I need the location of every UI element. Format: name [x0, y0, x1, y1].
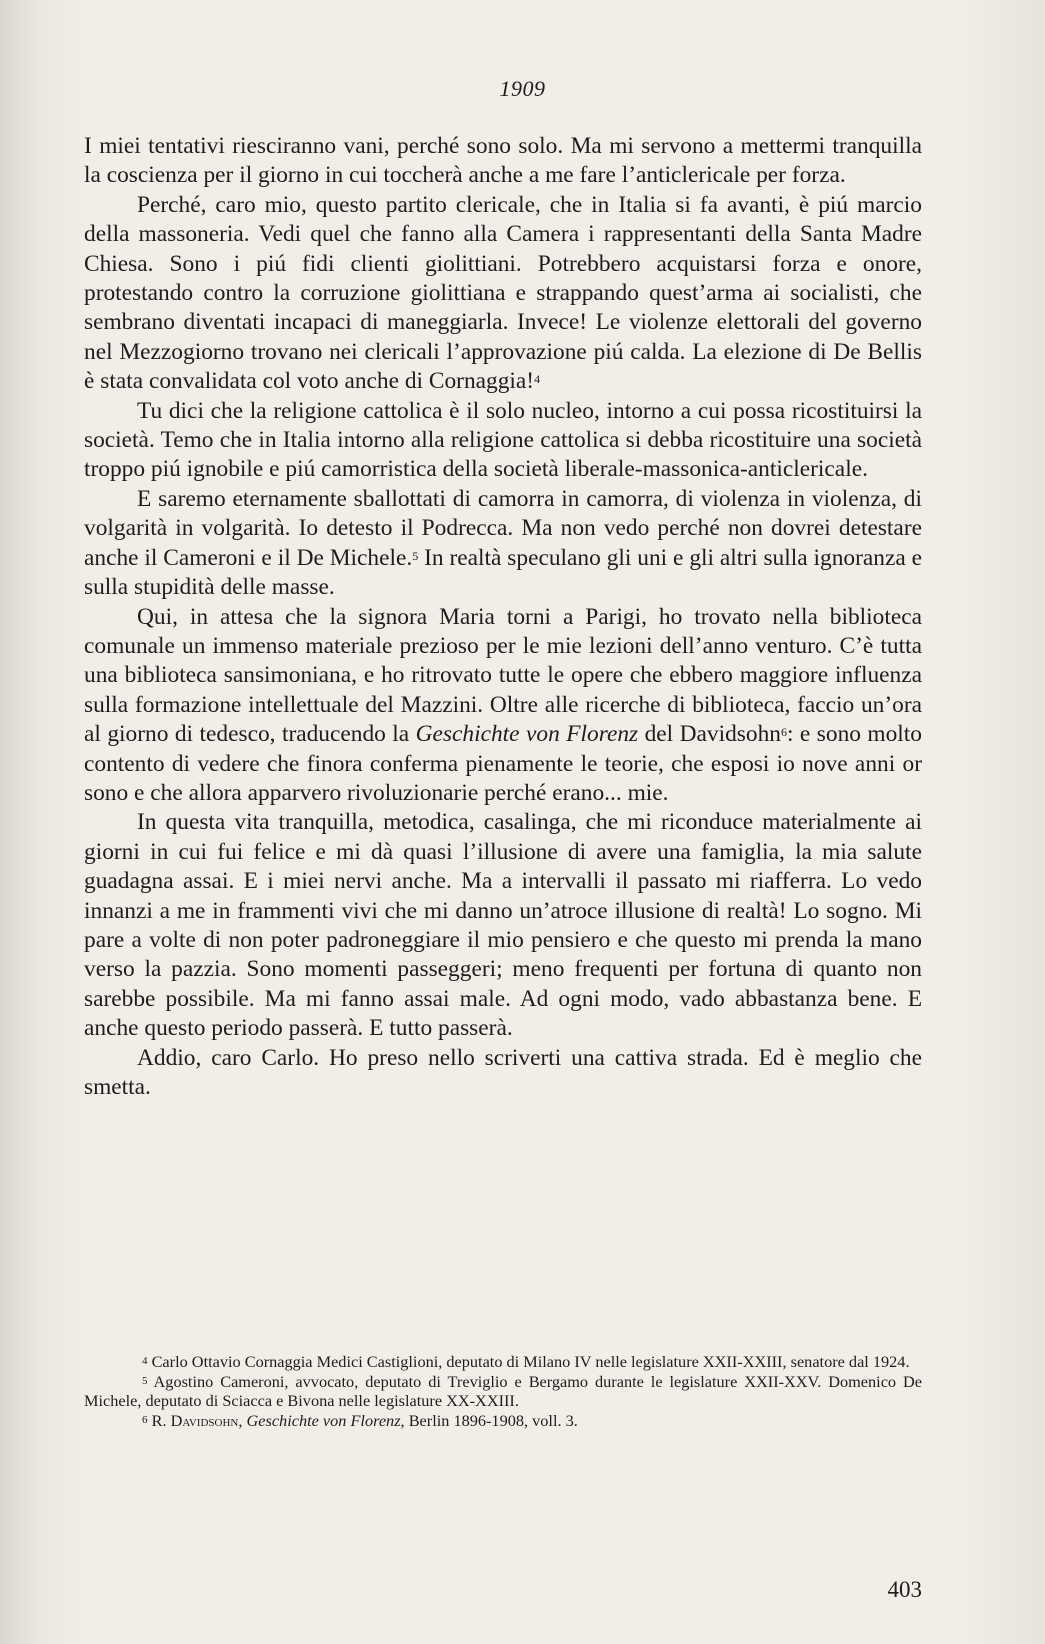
- page-number: 403: [887, 1577, 922, 1602]
- letter-body: [84, 132, 922, 1102]
- paragraph-7: Addio, caro Carlo. Ho preso nello scriverti una cattiva strada. Ed è meglio che smetta.: [84, 1044, 922, 1100]
- footnote-5-mark: 5: [142, 1374, 148, 1387]
- footnote-6-mark: 6: [142, 1413, 148, 1426]
- running-header-year: 1909: [499, 76, 546, 101]
- footnote-6-author: R. Davidsohn: [151, 1410, 239, 1430]
- book-title-italic: Geschichte von Florenz: [415, 721, 639, 748]
- footnote-4-mark: 4: [142, 1355, 148, 1367]
- footnote-ref-5: 5: [412, 548, 419, 563]
- footnotes: [84, 1352, 922, 1430]
- footnote-ref-4: 4: [534, 372, 541, 387]
- footnote-ref-6: 6: [780, 725, 787, 740]
- footnote-6-sep: ,: [238, 1410, 247, 1430]
- footnote-5: [84, 1372, 922, 1411]
- paragraph-4-text-b: In realtà speculano gli uni e gli altri sulla ignoranza e sulla stupidità delle masse.: [84, 544, 922, 601]
- paragraph-1: I miei tentativi riesciranno vani, perché sono solo. Ma mi servono a mettermi tranquilla la coscienza per il giorno in cui toccherà anche a me fare l’anticlericale per forza.: [84, 133, 922, 189]
- paragraph-5-text-c: : e sono molto contento di vedere che finora conferma pienamente le teorie, che esposi io nove anni or sono e che allora apparvero rivoluzionarie perché erano... mie.: [84, 721, 922, 806]
- paragraph-5: [84, 603, 922, 809]
- footnote-6-rest: , Berlin 1896-1908, voll. 3.: [400, 1410, 578, 1430]
- paragraph-5-text-b: del Davidsohn: [638, 721, 781, 748]
- paragraph-4: [84, 485, 922, 603]
- footnote-6: [84, 1411, 922, 1431]
- footnote-4-text: Carlo Ottavio Cornaggia Medici Castiglioni, deputato di Milano IV nelle legislature XXII-XXIII, senatore dal 1924.: [147, 1352, 910, 1371]
- paragraph-4-text-a: E saremo eternamente sballottati di camorra in camorra, di violenza in violenza, di volgarità in volgarità. Io detesto il Podrecca. Ma non vedo perché non dovrei detestare anche il Cameroni e il De Michele.: [84, 485, 922, 571]
- paragraph-2: [84, 191, 922, 397]
- footnote-4: [84, 1352, 922, 1372]
- footnote-6-title: Geschichte von Florenz: [246, 1410, 401, 1430]
- paragraph-2-text: Perché, caro mio, questo partito clericale, che in Italia si fa avanti, è piú marcio della massoneria. Vedi quel che fanno alla Camera i rappresentanti della Santa Madre Chiesa. Sono i piú fidi clienti giolittiani. Potrebbero acquistarsi forza e onore, protestando contro la corruzione giolittiana e strappando quest’arma ai socialisti, che sembrano diventati incapaci di maneggiarla. Invece! Le violenze elettorali del governo nel Mezzogiorno trovano nei clericali l’approvazione piú calda. La elezione di De Bellis è stata convalidata col voto anche di Cornaggia!: [84, 191, 922, 395]
- footnote-5-text: Agostino Cameroni, avvocato, deputato di Treviglio e Bergamo durante le legislature XXII-XXV. Domenico De Michele, deputato di Sciacca e Bivona nelle legislature XX-XXIII.: [84, 1371, 922, 1410]
- paragraph-3: Tu dici che la religione cattolica è il solo nucleo, intorno a cui possa ricostituirsi la società. Temo che in Italia intorno alla religione cattolica si debba ricostituire una società troppo piú ignobile e piú camorristica della società liberale-massonica-anticlericale.: [84, 397, 922, 483]
- paragraph-6: In questa vita tranquilla, metodica, casalinga, che mi riconduce materialmente ai giorni in cui fui felice e mi dà quasi l’illusione di avere una famiglia, la mia salute guadagna assai. E i miei nervi anche. Ma a intervalli il passato mi riafferra. Lo vedo innanzi a me in frammenti vivi che mi danno un’atroce illusione di realtà! Lo sogno. Mi pare a volte di non poter padroneggiare il mio pensiero e che questo mi prenda la mano verso la pazzia. Sono momenti passeggeri; meno frequenti per fortuna di quanto non sarebbe possibile. Ma mi fanno assai male. Ad ogni modo, vado abbastanza bene. E anche questo periodo passerà. E tutto passerà.: [84, 809, 922, 1042]
- paragraph-5-text-a: Qui, in attesa che la signora Maria torni a Parigi, ho trovato nella biblioteca comunale un immenso materiale prezioso per le mie lezioni dell’anno venturo. C’è tutta una biblioteca sansimoniana, e ho ritrovato tutte le opere che ebbero maggiore influenza sulla formazione intellettuale del Mazzini. Oltre alle ricerche di biblioteca, faccio un’ora al giorno di tedesco, traducendo la: [84, 603, 922, 748]
